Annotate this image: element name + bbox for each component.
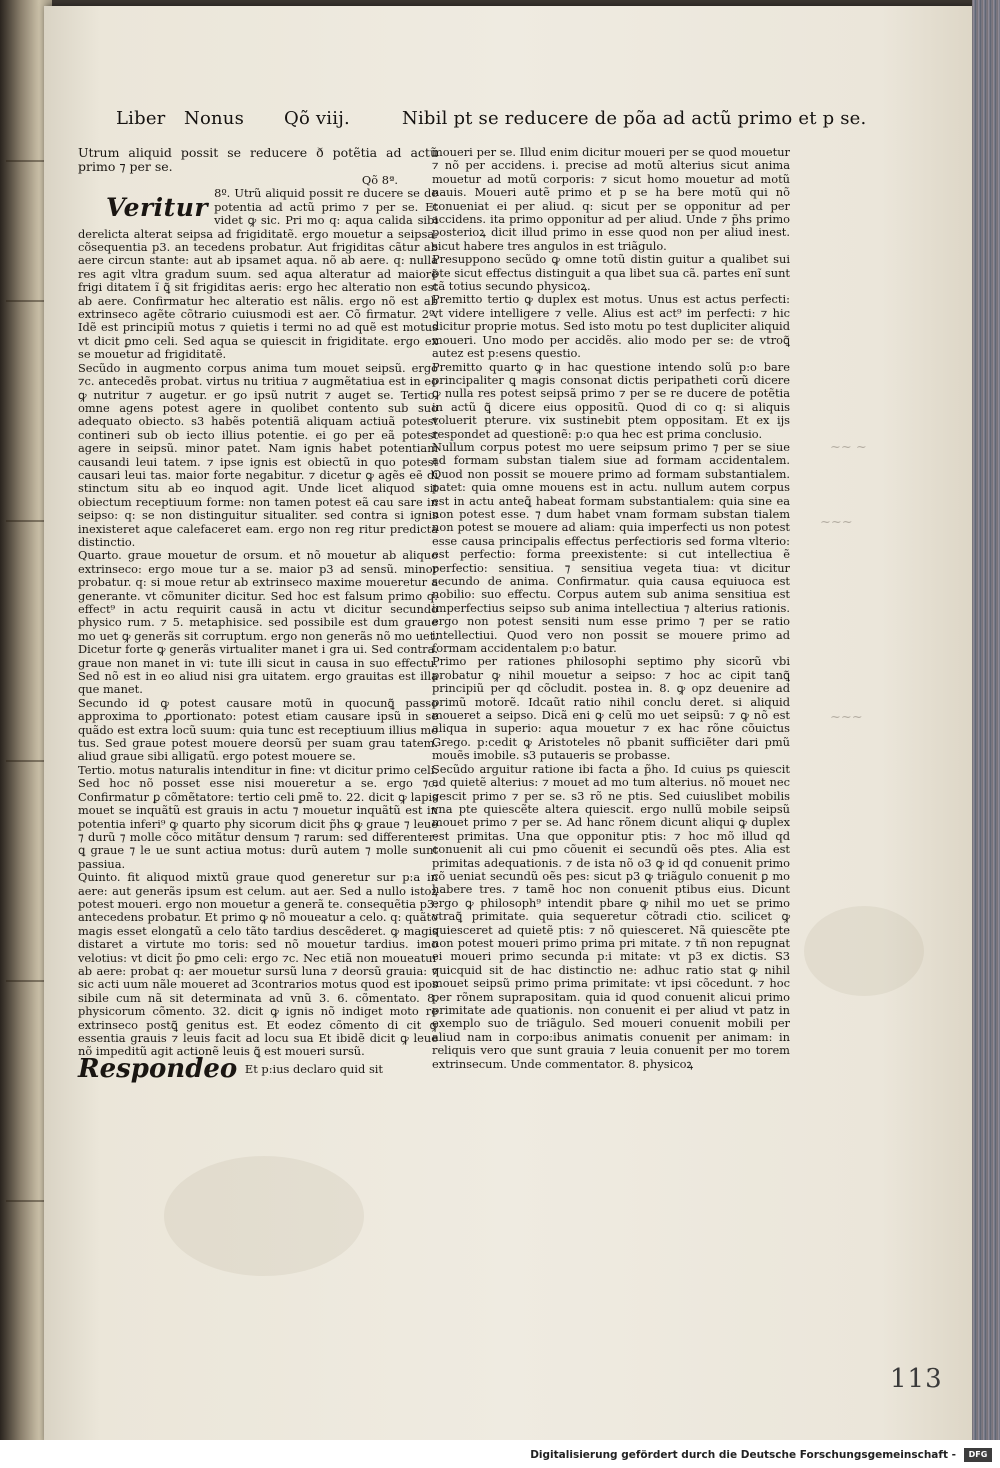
digitization-footer: [0, 1440, 1000, 1468]
running-head-nonus: Nonus: [184, 108, 245, 129]
right-paragraph-5: Nullum corpus potest mo uere seipsum primo ⁊ per se siue ad formam substan tialem siue ad formam accidentalem. Quod non possit se mouere primo ad formam substantialem. patet: quia omne mouens est in actu. nullum autem corpus est in actu anteꝗ̃ habeat formam substantialem: quia sine ea non potest esse. ⁊ dum habet vnam formam substan tialem non potest se mouere ad aliam: quia imperfecti us non potest esse causa principalis effectus perfectioris sed forma vlterio: est perfectio: forma preexistente: si cut intellectiua ẽ perfectio: sensitiua. ⁊ sensitiua vegeta tiua: vt dicitur secundo de anima. Confirmatur. quia causa equiuoca est nobilio: suo effectu. Corpus autem sub anima sensitiua est imperfectius seipso sub anima intellectiua ⁊ alterius rationis. ergo non potest sensiti num esse primo ⁊ per se ratio intellectiui. Quod vero non possit se mouere primo ad formam accidentalem p:o batur.: [432, 439, 790, 656]
veritur-initial: Veritur: [106, 193, 209, 223]
right-paragraph-4: Premitto quarto ꝙ in hac questione intendo solũ p:o bare principaliter ꝗ magis consonat dictis peripatheti corũ dicere ꝙ nulla res potest seipsã primo ⁊ per se re ducere de potẽtia in actũ ꝗ̃ dicere eius oppositũ. Quod di co q: si aliquis voluerit pterure. vix sustinebit ptem oppositam. Et ex ijs respondet ad questionẽ: p:o qua hec est prima conclusio.: [432, 359, 790, 441]
left-paragraph-2: Secũdo in augmento corpus anima tum mouet seipsũ. ergo ⁊c. antecedẽs probat. virtus nu tritiua ⁊ augmẽtatiua est in eo ꝙ nutritur ⁊ augetur. er go ipsũ nutrit ⁊ auget se. Tertio. omne agens potest agere in quolibet contento sub suo adequato obiecto. s3 habẽs potentiã aliquam actiuã potest contineri sub ob iecto illius potentie. ei go per eã potest agere in seipsũ. minor patet. Nam ignis habet potentiam causandi leui tatem. ⁊ ipse ignis est obiectũ in quo potest causari leui tas. maior forte negabitur. ⁊ dicetur ꝙ agẽs eẽ di stinctum situ ab eo inquod agit. Unde licet aliquod sit obiectum receptiuum forme: non tamen potest eã cau sare in seipso: q: se non distinguitur situaliter. sed contra si ignis inexisteret aque calefaceret eam. ergo non reg ritur predicta distinctio.: [78, 360, 438, 549]
question-heading: Utrum aliquid possit se reducere ð potẽtia ad actũ primo ⁊ per se.: [78, 145, 438, 174]
right-paragraph-3: Premitto tertio ꝙ duplex est motus. Unus est actus perfecti: vt videre intelligere ⁊ velle. Alius est act⁹ im perfecti: ⁊ hic dicitur proprie motus. Sed isto motu po test dupliciter aliquid moueri. Uno modo per accidẽs. alio modo per se: de vtroꝗ̃ autez est p:esens questio.: [432, 292, 790, 361]
left-text-column: [78, 145, 438, 1084]
right-paragraph-6: Primo per rationes philosophi septimo phy sicorũ vbi probatur ꝙ nihil mouetur a seipso: ⁊ hoc ac cipit tanꝗ̃ principiũ per qd cõcludit. postea in. 8. ꝙ opz deuenire ad primũ motorẽ. Idcaũt ratio nihil conclu deret. si aliquid moueret a seipso. Dicã eni ꝙ celũ mo uet seipsũ: ⁊ ꝙ nõ est aliqua in superio: aqua mouetur ⁊ ex hac rõne cõuictus Grego. p:cedit ꝙ Aristoteles nõ pbanit sufficiẽter dari pmũ mouẽs imobile. s3 putaueris se probasse.: [432, 654, 790, 763]
marginal-note: ~~~: [820, 515, 853, 530]
page-stack-edge: [972, 0, 1000, 1440]
respondeo-initial: Respondeo: [78, 1053, 238, 1084]
marginal-note: ~~ ~: [830, 440, 867, 455]
right-paragraph-2: Presuppono secũdo ꝙ omne totũ distin guitur a qualibet sui pte sicut effectus distinguit a qua libet sua cã. partes enĩ sunt cã totius secundo physicoꝝ.: [432, 252, 790, 294]
left-paragraph-1: 8º. Utrũ aliquid possit re ducere se de potentia ad actũ primo ⁊ per se. Et videt ꝙ sic. Pri mo q: aqua calida sibi derelicta alterat seipsa ad frigiditatẽ. ergo mouetur a seipsa: cõsequentia p3. an tecedens probatur. Aut frigiditas cãtur ab aere circun stante: aut ab ipsamet aqua. nõ ab aere. q: nulla res agit vltra gradum suum. sed aqua alteratur ad maiorẽ frigi ditatem ĩ ꝗ̃ sit frigiditas aeris: ergo hec alteratio non est ab aere. Confirmatur hec alteratio est nãlis. ergo nõ est ab extrinseco agẽte cõtrario cuiusmodi est aer. Cõ firmatur. 2º. Idẽ est principiũ motus ⁊ quietis i termi no ad quẽ est motus vt dicit ꝑmo celi. Sed aqua se quiescit in frigiditate. ergo ex se mouetur ad frigiditatẽ.: [78, 186, 438, 362]
left-paragraph-6: Quinto. fit aliquod mixtũ graue quod generetur sur p:a in aere: aut generãs ipsum est celum. aut aer. Sed a nullo istoꝝ potest moueri. ergo non mouetur a generã te. consequẽtia p3: antecedens probatur. Et primo ꝙ nõ moueatur a celo. q: quãto magis esset elongatũ a celo tãto tardius descẽderet. ꝙ magis distaret a virtute mo toris: sed nõ mouetur tardius. imo velotius: vt dicit p̃o ꝑmo celi: ergo ⁊c. Nec etiã non moueatur ab aere: probat q: aer mouetur sursũ luna ⁊ deorsũ grauia: ⁊ sic acti uum nãle moueret ad 3contrarios motus quod est ipos sibile cum nã sit determinata ad vnũ 3. 6. cõmentato. 8. physicorum cõmento. 32. dicit ꝙ ignis nõ indiget moto re extrinseco postꝗ̃ genitus est. Et eodez cõmento di cit ꝙ essentia grauis ⁊ leuis facit ad locu sua Et ibidẽ dicit ꝙ leue nõ impeditũ agit actionẽ leuis ꝗ̃ est moueri sursũ.: [78, 870, 438, 1059]
question-number: Qõ 8ª.: [361, 173, 398, 187]
right-paragraph-7: Secũdo arguitur ratione ibi facta a p̃ho. Id cuius ps quiescit ad quietẽ alterius: ⁊ mouet ad mo tum alterius. nõ mouet nec gescit primo ⁊ per se. s3 rõ ne ptis. Sed cuiuslibet mobilis vna pte quiescẽte altera quiescit. ergo nullũ mobile seipsũ mouet primo ⁊ per se. Ad hanc rõnem dicunt aliqui ꝙ duplex est primitas. Una que opponitur ptis: ⁊ hoc mõ illud qd conuenit ali cui pmo cõuenit ei secundũ oẽs ptes. Alia est primitas adequationis. ⁊ de ista nõ o3 ꝙ id qd conuenit primo cõ ueniat secundũ oẽs pes: sicut p3 ꝙ triãgulo conuenit ꝑ mo habere tres. ⁊ tamẽ hoc non conuenit ptibus eius. Dicunt ergo ꝙ philosoph⁹ intendit pbare ꝙ nihil mo uet se primo vtraꝗ̃ primitate. quia sequeretur cõtradi ctio. scilicet ꝙ quiesceret ad quietẽ ptis: ⁊ nõ quiesceret. Nã quiescẽte pte non potest moueri primo prima pri mitate. ⁊ tñ non repugnat ei moueri primo secunda p:i mitate: vt p3 ex dictis. S3 quicquid sit de hac distinctio ne: adhuc ratio stat ꝙ nihil mouet seipsũ primo prima primitate: vt ipsi cõcedunt. ⁊ hoc per rõnem suprapositam. quia id quod conuenit alicui primo primitate ade quationis. non conuenit ei per aliud vt patz in exemplo suo de triãgulo. Sed moueri conuenit mobili per aliud nam in corpo:ibus animatis conuenit per animam: in reliquis vero que sunt grauia ⁊ leuia conuenit per mo torem extrinsecum. Unde commentator. 8. physicoꝝ: [432, 761, 790, 1071]
left-paragraph-4: Secundo id ꝙ potest causare motũ in quocunꝗ̃ passo approxima to ꝓportionato: potest etiam causare ipsũ in se quãdo est extra locũ suum: quia tunc est receptiuum illius mo tus. Sed graue potest mouere deorsũ per suam grau tatem. aliud graue sibi alligatũ. ergo potest mouere se.: [78, 695, 438, 764]
left-paragraph-3: Quarto. graue mouetur de orsum. et nõ mouetur ab aliquo extrinseco: ergo moue tur a se. maior p3 ad sensũ. minor probatur. q: si moue retur ab extrinseco maxime moueretur a generante. vt cõmuniter dicitur. Sed hoc est falsum primo q: effect⁹ in actu requirit causã in actu vt dicitur secundo physico rum. ⁊ 5. metaphisice. sed possibile est dum graue mo uet ꝙ generãs sit corruptum. ergo non generãs nõ mo uet. Dicetur forte ꝙ generãs virtualiter manet i gra ui. Sed contra. graue non manet in vi: tute illi sicut in causa in suo effectu. Sed nõ est in eo aliud nisi gra uitatem. ergo grauitas est illa que manet.: [78, 548, 438, 697]
footer-text: Digitalisierung gefördert durch die Deutsche Forschungsgemeinschaft -: [530, 1449, 956, 1461]
right-text-column: [432, 146, 790, 1071]
running-head-liber: Liber: [116, 108, 166, 129]
respondeo-text: Et p:ius declaro quid sit: [244, 1061, 384, 1076]
running-head: [80, 108, 867, 142]
left-paragraph-5: Tertio. motus naturalis intenditur in fine: vt dicitur primo celi. Sed hoc nõ posset esse nisi moueretur a se. ergo ⁊c. Confirmatur ꝑ cõmẽtatore: tertio celi ꝑmẽ to. 22. dicit ꝙ lapis mouet se inquãtũ est grauis in actu ⁊ mouetur inquãtũ est in potentia inferi⁹ ꝙ quarto phy sicorum dicit p̃hs ꝙ graue ⁊ leue ⁊ durũ ⁊ molle cõco mitãtur densum ⁊ rarum: sed differenter: ꝗ graue ⁊ le ue sunt actiua motus: durũ autem ⁊ molle sunt passiua.: [78, 762, 438, 871]
right-paragraph-1: moueri per se. Illud enim dicitur moueri per se quod mouetur ⁊ nõ per accidens. i. precise ad motũ alterius sicut anima mouetur ad motũ corporis: ⁊ sicut homo mouetur ad motũ nauis. Moueri autẽ primo et p se ha bere motũ qui nõ conueniat ei per aliud. q: sicut per se opponitur ad per accidens. ita primo opponitur ad per aliud. Unde ⁊ p̃hs primo posterioꝝ dicit illud primo in esse quod non per aliud inest. sicut habere tres angulos in est triãgulo.: [432, 145, 790, 253]
folio-number: 113: [890, 1364, 943, 1394]
marginal-note: ~~~: [830, 710, 863, 725]
running-head-title: Nibil pt se reducere de põa ad actũ primo et p se.: [402, 108, 867, 129]
respondeo-line: [78, 1053, 438, 1084]
dfg-logo: DFG: [964, 1448, 992, 1462]
running-head-quaestio: Qõ viij.: [284, 108, 350, 129]
